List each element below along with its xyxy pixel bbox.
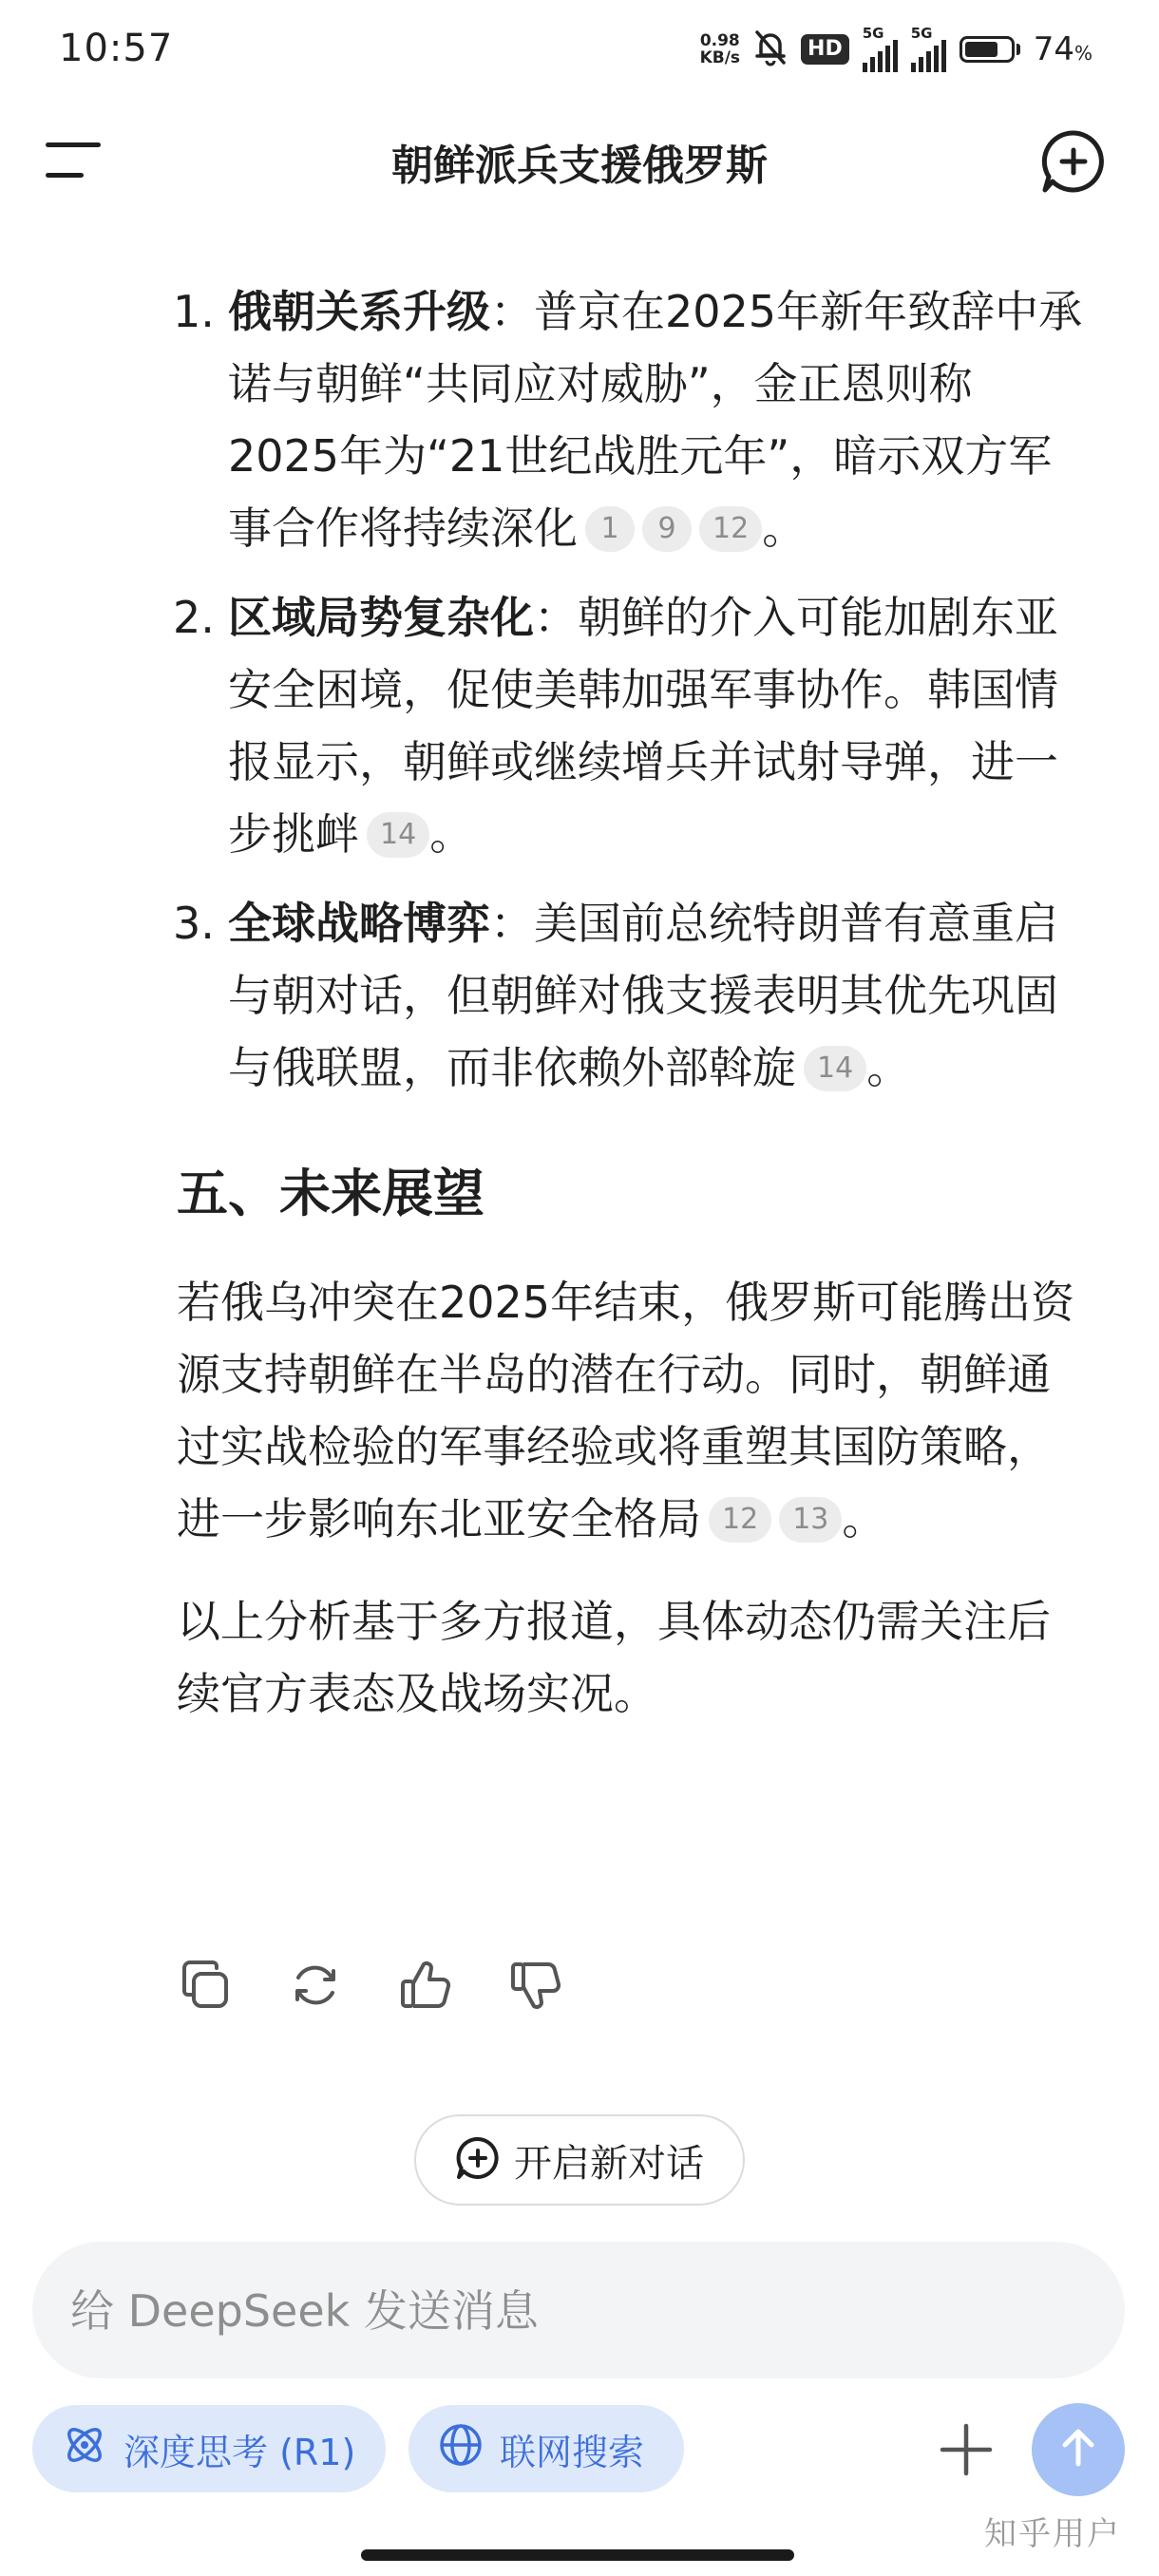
network-speed-unit: KB/s (699, 48, 741, 67)
message-actions (177, 1957, 564, 2014)
atom-icon (61, 2421, 108, 2477)
web-search-toggle[interactable] (408, 2405, 684, 2492)
new-chat-icon[interactable] (1039, 127, 1108, 196)
new-chat-icon (455, 2135, 501, 2185)
paragraph-text: 若俄乌冲突在2025年结束，俄罗斯可能腾出资源支持朝鲜在半岛的潜在行动。同时，朝鲜通过实战检验的军事经验或将重塑其国防策略，进一步影响东北亚安全格局 (177, 1277, 1075, 1544)
section-heading: 五、未来展望 (177, 1164, 484, 1223)
citation-badge[interactable]: 13 (779, 1497, 842, 1543)
paragraph (177, 1266, 1079, 1555)
citation-badge[interactable]: 12 (699, 506, 762, 552)
thumbs-up-icon[interactable] (397, 1957, 454, 2014)
signal-icon-1 (863, 27, 898, 72)
list-item (173, 887, 1083, 1104)
thumbs-down-icon[interactable] (507, 1957, 564, 2014)
hd-badge: HD (801, 34, 849, 65)
network-speed-value: 0.98 (699, 31, 740, 50)
citation-badge[interactable]: 14 (804, 1046, 866, 1091)
paragraph: 以上分析基于多方报道，具体动态仍需关注后续官方表态及战场实况。 (177, 1596, 1051, 1719)
network-speed (700, 32, 740, 66)
signal-label-1: 5G (862, 25, 884, 42)
citation-badge[interactable]: 14 (367, 812, 429, 858)
list-item-text: ：朝鲜的介入可能加剧东亚安全困境，促使美韩加强军事协作。韩国情报显示，朝鲜或继续增兵并试射导弹，进一步挑衅 (228, 592, 1058, 860)
deep-think-label: 深度思考 (R1) (124, 2431, 356, 2473)
list-item (173, 581, 1083, 870)
list-item-end: 。 (866, 1042, 911, 1093)
send-button[interactable] (1032, 2403, 1125, 2496)
deep-think-toggle[interactable] (32, 2405, 386, 2492)
status-time: 10:57 (59, 27, 174, 70)
page-title: 朝鲜派兵支援俄罗斯 (391, 142, 768, 190)
web-search-label: 联网搜索 (500, 2431, 645, 2473)
list-item-end: 。 (429, 808, 474, 860)
list-number: 2. (173, 592, 215, 643)
arrow-up-icon (1054, 2424, 1102, 2475)
list-item-text: ：普京在2025年新年致辞中承诺与朝鲜“共同应对威胁”，金正恩则称2025年为“21世纪战胜元年”，暗示双方军事合作将持续深化 (228, 286, 1083, 554)
new-conversation-label: 开启新对话 (514, 2141, 704, 2186)
list-item-title: 区域局势复杂化 (228, 592, 534, 643)
message-input[interactable] (68, 2242, 1079, 2380)
home-indicator[interactable] (361, 2549, 794, 2561)
paragraph-end: 。 (842, 1493, 886, 1544)
list-item-end: 。 (762, 502, 807, 554)
battery-icon (960, 36, 1020, 63)
signal-icon-2 (911, 27, 946, 72)
globe-icon (437, 2421, 484, 2477)
attach-plus-icon[interactable] (937, 2420, 996, 2479)
list-item-title: 俄朝关系升级 (228, 286, 490, 337)
citation-badge[interactable]: 1 (585, 506, 635, 552)
list-item-title: 全球战略博弈 (228, 898, 490, 949)
citation-badge[interactable]: 9 (642, 506, 692, 552)
list-item (173, 275, 1083, 564)
list-item-text: ：美国前总统特朗普有意重启与朝对话，但朝鲜对俄支援表明其优先巩固与俄联盟，而非依赖外部斡旋 (228, 898, 1058, 1093)
list-number: 3. (173, 898, 215, 949)
mute-bell-icon (753, 28, 788, 70)
signal-label-2: 5G (910, 25, 933, 42)
regenerate-icon[interactable] (287, 1957, 344, 2014)
citation-badge[interactable]: 12 (709, 1497, 771, 1543)
battery-percent: 74% (1033, 30, 1092, 68)
watermark: 知乎用户 (984, 2515, 1121, 2553)
new-conversation-button[interactable] (414, 2114, 745, 2206)
list-number: 1. (173, 286, 215, 337)
status-bar (0, 0, 1159, 104)
message-input-container (32, 2242, 1125, 2378)
copy-icon[interactable] (177, 1957, 234, 2014)
assistant-message (0, 275, 1159, 1760)
app-header (0, 112, 1159, 207)
status-icons (700, 25, 1092, 74)
